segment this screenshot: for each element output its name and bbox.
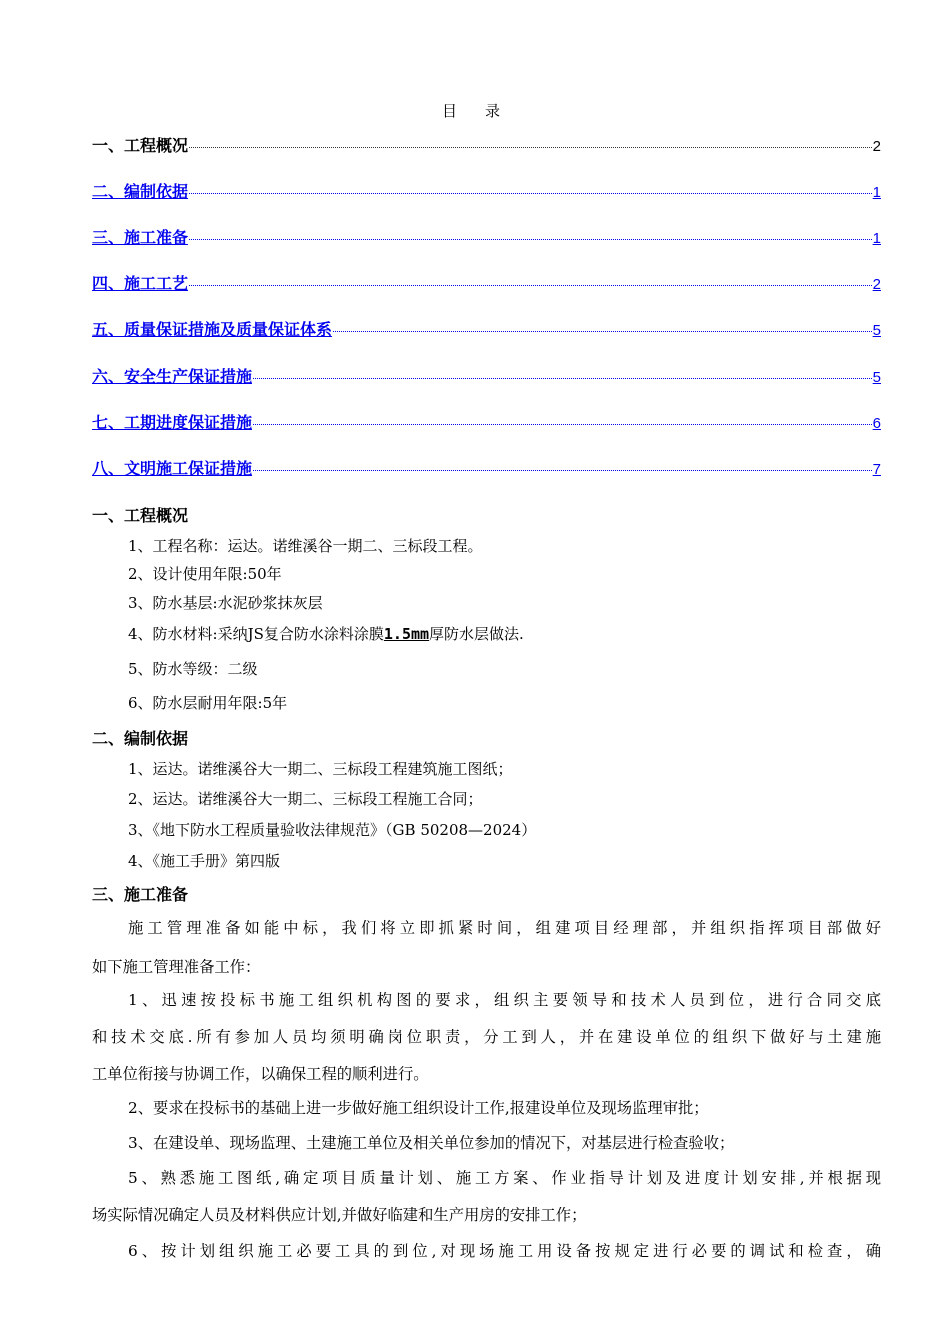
section-heading: 一、工程概况 bbox=[92, 506, 189, 525]
toc-entry-label: 三、施工准备 bbox=[92, 228, 189, 247]
thickness-value: 1.5mm bbox=[383, 625, 430, 643]
paragraph-line: 2、要求在投标书的基础上进一步做好施工组织设计工作,报建设单位及现场监理审批； bbox=[128, 1099, 709, 1117]
item-text: 厚防水层做法. bbox=[429, 625, 524, 643]
toc-title: 目录 bbox=[441, 102, 528, 120]
list-item: 2、设计使用年限:50年 bbox=[128, 565, 282, 583]
paragraph-line: 1、迅速按投标书施工组织机构图的要求，组织主要领导和技术人员到位，进行合同交底 bbox=[128, 991, 881, 1009]
toc-leader-dots bbox=[253, 470, 872, 471]
list-item: 2、运达。诺维溪谷大一期二、三标段工程施工合同； bbox=[128, 790, 483, 808]
toc-leader-dots bbox=[333, 331, 872, 332]
toc-entry-label: 四、施工工艺 bbox=[92, 274, 189, 293]
toc-leader-dots bbox=[189, 285, 872, 286]
toc-entry-page: 5 bbox=[872, 369, 881, 386]
toc-leader-dots bbox=[189, 239, 872, 240]
toc-leader-dots bbox=[189, 147, 872, 148]
toc-entry-link[interactable] bbox=[92, 317, 881, 340]
toc-entry-link[interactable] bbox=[92, 179, 881, 202]
paragraph-line: 如下施工管理准备工作： bbox=[92, 958, 261, 976]
toc-entry-link[interactable] bbox=[92, 456, 881, 479]
toc-entry-label: 五、质量保证措施及质量保证体系 bbox=[92, 320, 333, 339]
section-heading: 二、编制依据 bbox=[92, 729, 189, 748]
paragraph-line: 和技术交底.所有参加人员均须明确岗位职责，分工到人，并在建设单位的组织下做好与土建施 bbox=[92, 1028, 881, 1046]
list-item: 3、《地下防水工程质量验收法律规范》（GB 50208—2024） bbox=[128, 821, 537, 839]
toc-entry-link[interactable] bbox=[92, 225, 881, 248]
section-heading: 三、施工准备 bbox=[92, 885, 189, 904]
paragraph-line: 6、按计划组织施工必要工具的到位,对现场施工用设备按规定进行必要的调试和检查，确 bbox=[128, 1242, 881, 1260]
item-text: 4、防水材料:采纳JS复合防水涂料涂膜 bbox=[128, 625, 384, 643]
paragraph-line: 5、熟悉施工图纸,确定项目质量计划、施工方案、作业指导计划及进度计划安排,并根据现 bbox=[128, 1169, 881, 1187]
list-item bbox=[128, 623, 524, 644]
toc-entry-label: 八、文明施工保证措施 bbox=[92, 459, 253, 478]
toc-entry-page: 2 bbox=[872, 138, 881, 155]
paragraph-line: 工单位衔接与协调工作，以确保工程的顺利进行。 bbox=[92, 1065, 429, 1083]
toc-entry-page: 1 bbox=[872, 230, 881, 247]
list-item: 6、防水层耐用年限:5年 bbox=[128, 694, 288, 712]
toc-entry-label: 二、编制依据 bbox=[92, 182, 189, 201]
toc-entry-label: 六、安全生产保证措施 bbox=[92, 367, 253, 386]
paragraph-line: 3、在建设单、现场监理、土建施工单位及相关单位参加的情况下，对基层进行检查验收； bbox=[128, 1134, 735, 1152]
list-item: 1、工程名称：运达。诺维溪谷一期二、三标段工程。 bbox=[128, 537, 483, 555]
paragraph-line: 施工管理准备如能中标，我们将立即抓紧时间，组建项目经理部，并组织指挥项目部做好 bbox=[128, 919, 881, 937]
toc-entry-page: 1 bbox=[872, 184, 881, 201]
list-item: 4、《施工手册》第四版 bbox=[128, 852, 281, 870]
toc-leader-dots bbox=[189, 193, 872, 194]
toc-entry-link[interactable] bbox=[92, 364, 881, 387]
paragraph-line: 场实际情况确定人员及材料供应计划,并做好临建和生产用房的安排工作； bbox=[92, 1206, 587, 1224]
list-item: 3、防水基层:水泥砂浆抹灰层 bbox=[128, 594, 323, 612]
toc-leader-dots bbox=[253, 378, 872, 379]
toc-entry-page: 2 bbox=[872, 276, 881, 293]
toc-entry-page: 7 bbox=[872, 461, 881, 478]
toc-entry-label: 一、工程概况 bbox=[92, 136, 189, 155]
toc-entry-link[interactable] bbox=[92, 271, 881, 294]
toc-entry-label: 七、工期进度保证措施 bbox=[92, 413, 253, 432]
toc-entry[interactable] bbox=[92, 133, 881, 156]
toc-leader-dots bbox=[253, 424, 872, 425]
list-item: 1、运达。诺维溪谷大一期二、三标段工程建筑施工图纸； bbox=[128, 760, 513, 778]
toc-entry-link[interactable] bbox=[92, 410, 881, 433]
toc-entry-page: 5 bbox=[872, 322, 881, 339]
toc-entry-page: 6 bbox=[872, 415, 881, 432]
list-item: 5、防水等级：二级 bbox=[128, 660, 258, 678]
